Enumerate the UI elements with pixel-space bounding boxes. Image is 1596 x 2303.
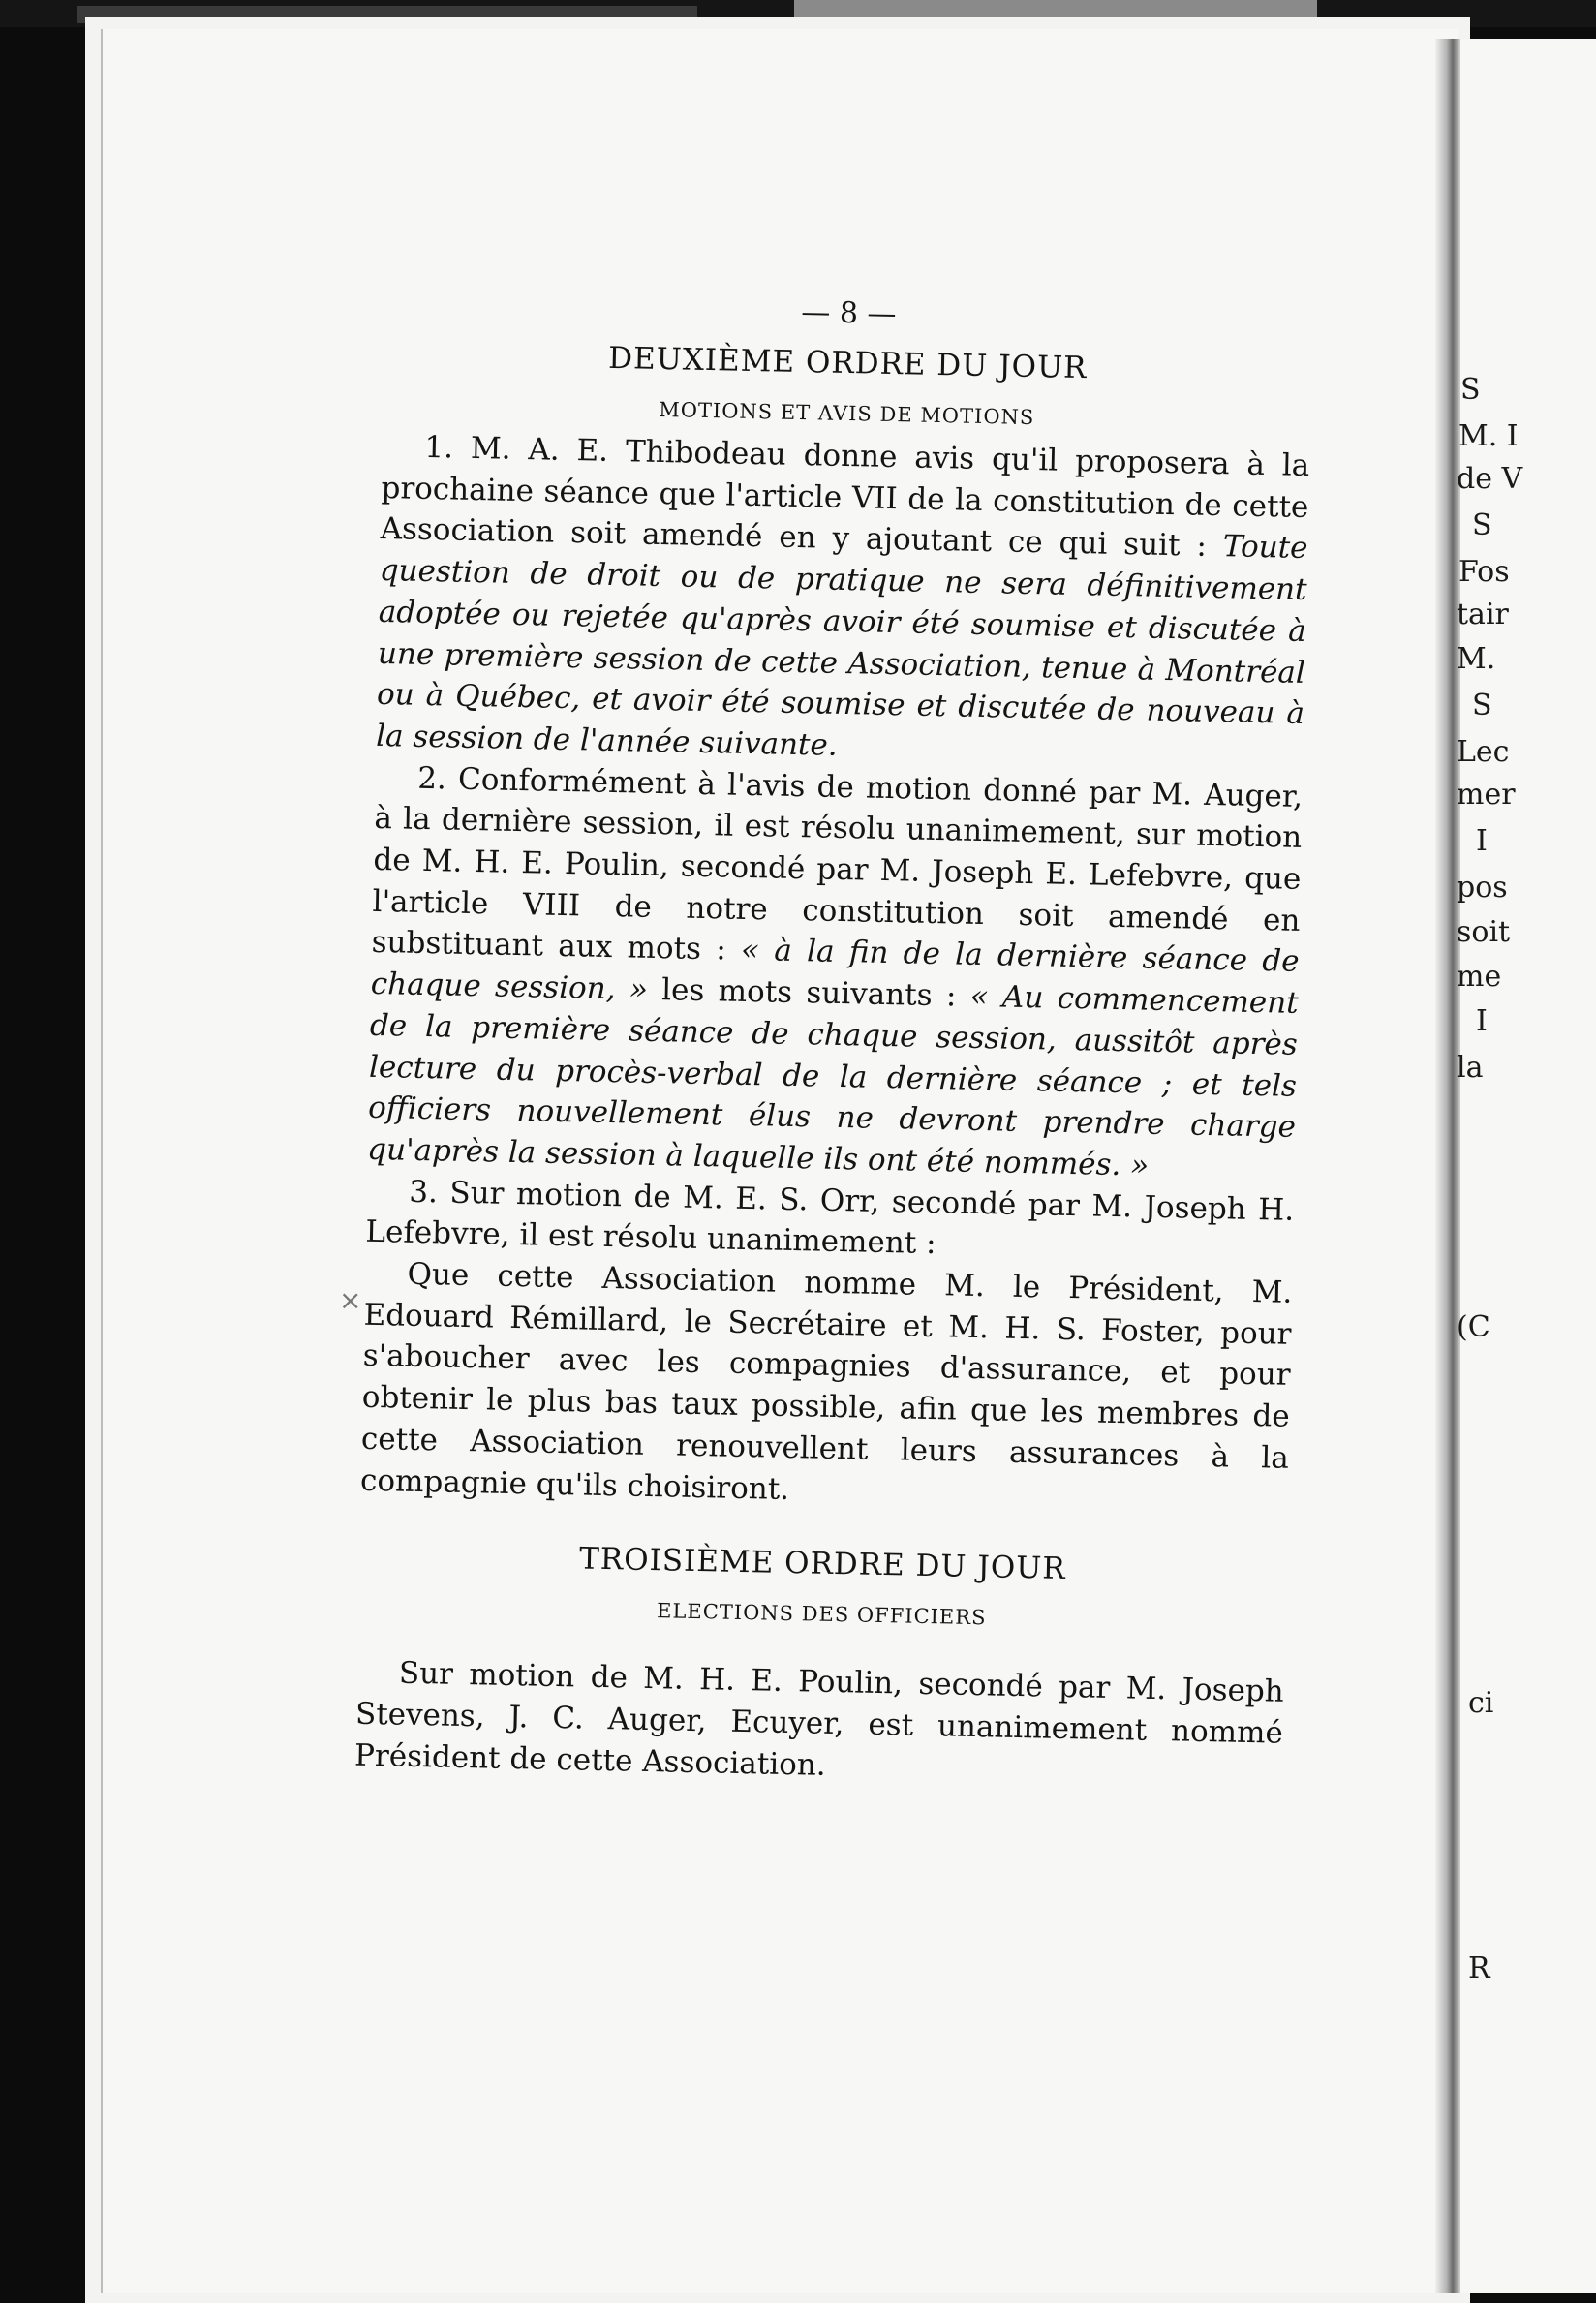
motion-2-text: 2. Conformément à l'avis de motion donné par M. Auger, à la dernière session, il est résolu unanimement, sur motion de M. H. E. Poulin, secondé par M. Joseph E. Lefebvre, que l'article VIII de notre constitution soit amendé en substituant aux mots : [371, 760, 1304, 967]
facing-fragment: S [1472, 508, 1492, 542]
motion-paragraph-2 [367, 757, 1304, 1190]
facing-fragment: I [1476, 824, 1488, 858]
facing-fragment: me [1457, 960, 1502, 994]
facing-fragment: R [1468, 1951, 1490, 1985]
facing-fragment: pos [1457, 871, 1508, 905]
facing-fragment: ci [1468, 1686, 1494, 1720]
section-heading-deuxieme: DEUXIÈME ORDRE DU JOUR [607, 340, 1088, 386]
motion-3-resolution: Que cette Association nomme M. le Président, M. Edouard Rémillard, le Secrétaire et M. H. S. Foster, pour s'aboucher avec les compagnies d'assurance, et pour obtenir le plus bas taux possible, afin que les membres de cette Association renouvellent leurs assurances à la compagnie qu'ils choisiront. [359, 1256, 1293, 1507]
facing-fragment: (C [1457, 1310, 1490, 1344]
motion-3-text: 3. Sur motion de M. E. S. Orr, secondé par M. Joseph H. Lefebvre, il est résolu unanimement : [365, 1174, 1295, 1262]
facing-fragment: tair [1457, 598, 1509, 631]
facing-fragment: S [1460, 373, 1481, 407]
section-subheading-motions: MOTIONS ET AVIS DE MOTIONS [658, 397, 1035, 430]
facing-fragment: S [1472, 689, 1492, 722]
election-paragraph [354, 1652, 1284, 1796]
motion-paragraph-1 [376, 426, 1310, 777]
page-content [354, 283, 1313, 1796]
motion-2-connector: les mots suivants : [660, 972, 957, 1014]
book-gutter [1435, 39, 1460, 2293]
motion-2-old-words: « à la fin de la dernière séance de chaque session, » [370, 933, 1300, 1007]
facing-fragment: M. [1457, 642, 1496, 676]
facing-fragment: Lec [1457, 735, 1510, 769]
section-subheading-elections: ELECTIONS DES OFFICIERS [656, 1599, 987, 1630]
facing-fragment: mer [1457, 778, 1516, 812]
facing-fragment: soit [1457, 915, 1511, 949]
election-text: Sur motion de M. H. E. Poulin, secondé par M. Joseph Stevens, J. C. Auger, Ecuyer, est unanimement nommé Président de cette Association. [353, 1655, 1285, 1783]
margin-pencil-mark: × [339, 1284, 362, 1316]
facing-fragment: la [1457, 1051, 1484, 1085]
motion-paragraph-3-body [360, 1253, 1293, 1520]
facing-fragment: M. I [1458, 419, 1519, 453]
facing-fragment: de V [1457, 462, 1523, 496]
facing-fragment: Fos [1458, 555, 1510, 589]
page-number: — 8 — [800, 295, 897, 332]
facing-fragment: I [1476, 1004, 1488, 1038]
scanner-edge-strip [794, 0, 1317, 19]
section-heading-troisieme: TROISIÈME ORDRE DU JOUR [578, 1541, 1067, 1587]
motion-1-text: 1. M. A. E. Thibodeau donne avis qu'il proposera à la prochaine séance que l'article VII de la constitution de cette Association soit amendé en y ajoutant ce qui suit : [380, 429, 1310, 565]
facing-page [1457, 39, 1596, 2293]
motion-2-new-words: « Au commencement de la première séance de chaque session, aussitôt après lecture du procès-verbal de la dernière séance ; et tels officiers nouvellement élus ne devront prendre charge qu'après la session à laquelle ils ont été nommés. » [366, 978, 1300, 1183]
motion-1-quoted-amendment: Toute question de droit ou de pratique ne sera définitivement adoptée ou rejetée qu'après avoir été soumise et discutée à une première session de cette Association, tenue à Montréal ou à Québec, et avoir été soumise et discutée de nouveau à la session de l'année suivante. [375, 529, 1308, 763]
